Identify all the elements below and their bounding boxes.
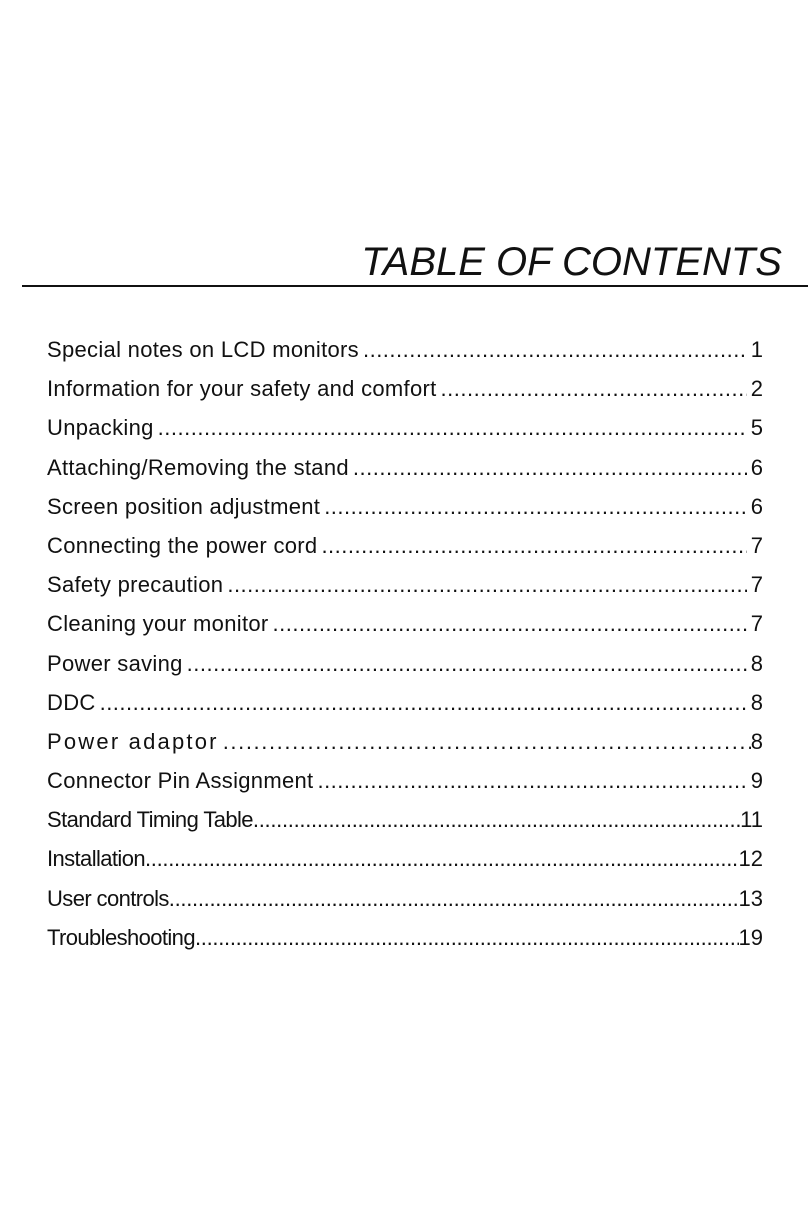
- toc-entry-page: 8: [750, 650, 763, 676]
- dot-leader: [187, 644, 747, 683]
- toc-entry-page: 19: [738, 924, 763, 950]
- toc-entry[interactable]: [47, 408, 763, 447]
- toc-entry-label: Attaching/Removing the stand: [47, 454, 349, 480]
- toc-entry[interactable]: [47, 330, 763, 369]
- toc-entry[interactable]: [47, 722, 763, 761]
- dot-leader: [363, 330, 747, 369]
- toc-entry-label: Information for your safety and comfort: [47, 376, 437, 402]
- toc-entry-page: 6: [750, 493, 763, 519]
- toc-entry[interactable]: [47, 879, 763, 918]
- toc-entry-label: Special notes on LCD monitors: [47, 337, 359, 362]
- toc-entry[interactable]: [47, 918, 763, 957]
- toc-entry-label: Power adaptor: [47, 728, 219, 754]
- dot-leader: [441, 369, 747, 408]
- toc-entry[interactable]: [47, 487, 763, 526]
- toc-entry[interactable]: [47, 683, 763, 722]
- dot-leader: [353, 448, 747, 487]
- toc-entry-page: 5: [750, 415, 763, 441]
- dot-leader: [169, 879, 739, 918]
- dot-leader: [158, 408, 747, 447]
- toc-entry[interactable]: [47, 644, 763, 683]
- dot-leader: [195, 918, 739, 957]
- toc-entry-label: Power saving: [47, 650, 183, 676]
- toc-entry-label: Installation: [47, 846, 145, 872]
- toc-entry[interactable]: [47, 526, 763, 565]
- toc-entry-page: 6: [750, 454, 763, 480]
- dot-leader: [145, 839, 739, 878]
- toc-entry-page: 7: [750, 532, 763, 558]
- toc-entry[interactable]: [47, 839, 763, 878]
- toc-entry-label: User controls: [47, 885, 169, 911]
- toc-entry-label: Troubleshooting: [47, 924, 195, 950]
- toc-entry-label: Screen position adjustment: [47, 493, 321, 519]
- page-title: TABLE OF CONTENTS: [361, 240, 782, 284]
- toc-entry-label: Standard Timing Table: [47, 807, 253, 833]
- dot-leader: [324, 487, 747, 526]
- toc-entry-label: DDC: [47, 689, 96, 715]
- toc-entry-page: 11: [740, 807, 763, 833]
- dot-leader: [253, 800, 740, 839]
- toc-entry-page: 7: [750, 572, 763, 598]
- toc-entry[interactable]: [47, 761, 763, 800]
- toc-entry-page: 2: [750, 376, 763, 402]
- toc-entry-page: 7: [750, 611, 763, 637]
- toc-entry-page: 1: [750, 337, 763, 362]
- toc-entry-label: Unpacking: [47, 415, 154, 441]
- dot-leader: [321, 526, 746, 565]
- dot-leader: [100, 683, 747, 722]
- toc-entry-page: 13: [738, 885, 763, 911]
- dot-leader: [227, 565, 746, 604]
- dot-leader: [273, 604, 747, 643]
- toc-entry[interactable]: [47, 565, 763, 604]
- toc-entry[interactable]: [47, 369, 763, 408]
- toc-entry-page: 12: [738, 846, 763, 872]
- toc-entry[interactable]: [47, 800, 763, 839]
- dot-leader: [317, 761, 746, 800]
- toc-entry-page: 9: [750, 768, 763, 794]
- title-divider: [22, 285, 808, 287]
- toc-entry-label: Cleaning your monitor: [47, 611, 269, 637]
- dot-leader: [223, 722, 751, 761]
- toc-entry[interactable]: [47, 604, 763, 643]
- toc-entry-label: Connecting the power cord: [47, 532, 318, 558]
- toc-entry[interactable]: [47, 448, 763, 487]
- toc-entry-label: Connector Pin Assignment: [47, 768, 314, 794]
- toc-entry-label: Safety precaution: [47, 572, 224, 598]
- toc-entry-page: 8: [750, 728, 763, 754]
- table-of-contents: [47, 330, 763, 957]
- toc-entry-page: 8: [750, 689, 763, 715]
